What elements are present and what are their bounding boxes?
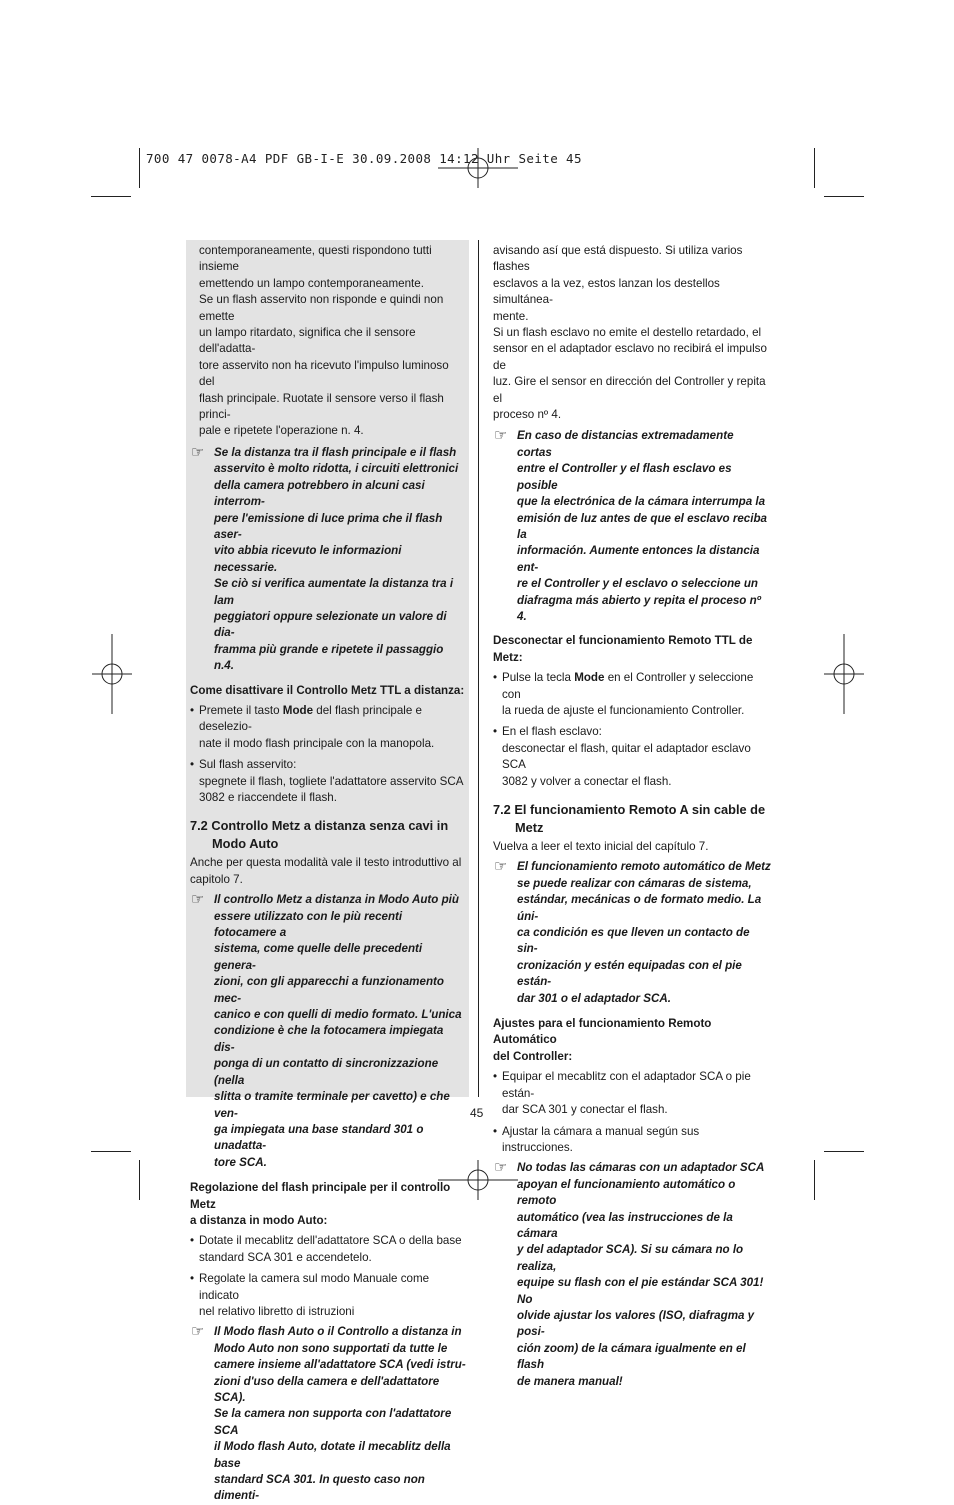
paragraph xyxy=(190,855,466,888)
bullet-item xyxy=(493,670,771,719)
text-line: Equipar el mecablitz con el adaptador SCA o pie están- xyxy=(502,1070,751,1100)
note-line: No todas las cámaras con un adaptador SCA xyxy=(517,1161,765,1175)
text-run: Pulse la tecla xyxy=(502,671,575,685)
text-run: del flash principale e deselezio- xyxy=(199,703,422,734)
text-line: Si un flash esclavo no emite el destello retardado, el xyxy=(493,326,762,340)
text-run: en el Controller y seleccione con xyxy=(502,671,754,701)
note-line: zioni d'uso della camera e dell'adattatore SCA). xyxy=(214,1374,440,1404)
heading-line: Metz xyxy=(515,820,544,835)
note-line: Se la distanza tra il flash principale e il flash xyxy=(214,445,457,459)
subheading: Come disattivare il Controllo Metz TTL a distanza: xyxy=(190,683,465,697)
text-line: tore asservito non ha ricevuto l'impulso luminoso del xyxy=(199,358,449,389)
note-line: ponga di un contatto di sincronizzazione (nella xyxy=(214,1057,439,1087)
registration-mark-right xyxy=(824,634,864,714)
text-line: del Controller: xyxy=(493,1049,573,1063)
note-line: asservito è molto ridotta, i circuiti elettronici xyxy=(214,462,459,476)
crop-mark xyxy=(814,1160,815,1200)
note-line: sistema, come quelle delle precedenti genera- xyxy=(214,942,423,972)
text-line: Se un flash asservito non risponde e quindi non emette xyxy=(199,293,444,323)
section-heading xyxy=(190,817,466,853)
note-line: ca condición es que lleven un contacto de sin- xyxy=(517,926,750,956)
text-line: contemporaneamente, questi rispondono tutti insieme xyxy=(199,244,432,274)
mode-key-label: Mode xyxy=(574,671,605,685)
text-line: un lampo ritardato, significa che il sensore dell'adatta- xyxy=(199,326,416,356)
intro-paragraph xyxy=(493,243,771,423)
text-line: Dotate il mecablitz dell'adattatore SCA o della base xyxy=(199,1234,462,1248)
bullet-item xyxy=(190,1271,466,1320)
subheading xyxy=(190,1180,466,1229)
bullet-icon: • xyxy=(493,1070,498,1084)
pointing-hand-icon: ☞ xyxy=(494,1159,508,1177)
note-line: pere l'emissione di luce prima che il flash aser- xyxy=(214,511,443,541)
page-number: 45 xyxy=(470,1106,484,1120)
note-line: slitta o tramite terminale per cavetto) e che ven- xyxy=(214,1090,450,1120)
heading-line: Modo Auto xyxy=(212,836,279,852)
note-line: automático (vea las instrucciones de la cámara xyxy=(517,1210,733,1240)
text-line xyxy=(199,703,466,736)
text-line: avisando así que está dispuesto. Si utiliza varios flashes xyxy=(493,244,743,274)
crop-mark xyxy=(91,196,131,197)
note-block xyxy=(493,428,771,625)
note-line: Il controllo Metz a distanza in Modo Auto più xyxy=(214,893,459,907)
note-line: il Modo flash Auto, dotate il mecablitz della base xyxy=(214,1440,451,1470)
note-line: framma più grande e ripetete il passaggio n.4. xyxy=(214,642,444,673)
text-line: desconectar el flash, quitar el adaptador esclavo SCA xyxy=(502,741,751,772)
note-line: se puede realizar con cámaras de sistema, xyxy=(517,876,752,890)
section-heading xyxy=(493,801,771,837)
text-line: pale e ripetete l'operazione n. 4. xyxy=(199,424,364,438)
bullet-icon: • xyxy=(190,703,195,717)
note-line: apoyan el funcionamiento automático o remoto xyxy=(517,1177,736,1208)
note-line: Se la camera non supporta con l'adattatore SCA xyxy=(214,1407,452,1437)
note-block xyxy=(493,859,771,1007)
subheading xyxy=(493,1016,771,1065)
print-header: 700 47 0078-A4 PDF GB-I-E 30.09.2008 14:12 Uhr Seite 45 xyxy=(146,151,582,166)
column-divider xyxy=(478,240,479,1097)
text-line: a distanza in modo Auto: xyxy=(190,1213,328,1227)
text-line: En el flash esclavo: xyxy=(502,725,602,739)
section-number: 7.2 xyxy=(190,818,208,834)
text-line xyxy=(502,670,771,703)
note-line: camere insieme all'adattatore SCA (vedi istru- xyxy=(214,1358,466,1372)
bullet-item xyxy=(493,724,771,790)
pointing-hand-icon: ☞ xyxy=(191,891,205,909)
paragraph: Vuelva a leer el texto inicial del capítulo 7. xyxy=(493,840,709,853)
text-line: 3082 y volver a conectar el flash. xyxy=(502,774,672,788)
right-column xyxy=(493,243,771,1390)
crop-mark xyxy=(824,196,864,197)
left-column xyxy=(190,243,466,1505)
note-line: canico e con quelli di medio formato. L'unica xyxy=(214,1008,462,1022)
note-line: cronización y estén equipadas con el pie están- xyxy=(517,958,742,989)
text-line: Sul flash asservito: xyxy=(199,758,297,772)
heading-line xyxy=(493,801,771,819)
crop-mark xyxy=(814,148,815,188)
crop-mark xyxy=(139,148,140,188)
note-line: della camera potrebbero in alcuni casi interrom- xyxy=(214,478,425,509)
text-line: emettendo un lampo contemporaneamente. xyxy=(199,276,424,290)
note-line: información. Aumente entonces la distancia ent- xyxy=(517,544,760,574)
note-block xyxy=(190,1324,466,1504)
note-line: y del adaptador SCA). Si su cámara no lo realiza, xyxy=(517,1243,744,1273)
bullet-item xyxy=(493,1069,771,1118)
mode-key-label: Mode xyxy=(282,703,314,717)
bullet-item xyxy=(190,1233,466,1266)
text-line: Anche per questa modalità vale il testo introduttivo al xyxy=(190,856,462,870)
note-line: standard SCA 301. In questo caso non dimenti- xyxy=(214,1473,425,1503)
note-line: Modo Auto non sono supportati da tutte le xyxy=(214,1341,448,1355)
bullet-icon: • xyxy=(493,725,498,739)
note-line: zioni, con gli apparecchi a funzionamento mec- xyxy=(214,975,444,1005)
note-line: Il Modo flash Auto o il Controllo a distanza in xyxy=(214,1325,462,1339)
note-block xyxy=(493,1160,771,1390)
note-line: El funcionamiento remoto automático de Metz xyxy=(517,860,771,874)
note-line: peggiatori oppure selezionate un valore di dia- xyxy=(214,609,447,640)
bullet-icon: • xyxy=(190,1272,195,1286)
text-line: proceso nº 4. xyxy=(493,408,562,422)
pointing-hand-icon: ☞ xyxy=(191,443,205,461)
crop-mark xyxy=(824,1151,864,1152)
text-line: la rueda de ajuste el funcionamiento Controller. xyxy=(502,703,745,717)
note-block xyxy=(190,445,466,675)
note-line: de manera manual! xyxy=(517,1374,623,1388)
note-line: ga impiegata una base standard 301 o unadatta- xyxy=(214,1122,424,1153)
note-line: dar 301 o el adaptador SCA. xyxy=(517,991,671,1005)
text-line: Regolate la camera sul modo Manuale come indicato xyxy=(199,1272,430,1302)
text-line: nate il modo flash principale con la manopola. xyxy=(199,736,435,750)
bullet-item xyxy=(493,1124,771,1157)
section-number: 7.2 xyxy=(493,802,511,817)
bullet-icon: • xyxy=(493,1124,498,1138)
note-line: diafragma más abierto y repita el proceso nº 4. xyxy=(517,593,761,623)
pointing-hand-icon: ☞ xyxy=(191,1323,205,1341)
text-line: 3082 e riaccendete il flash. xyxy=(199,791,337,804)
crop-mark xyxy=(139,1160,140,1200)
note-line: re el Controller y el esclavo o seleccione un xyxy=(517,577,758,591)
text-line: Regolazione del flash principale per il controllo Metz xyxy=(190,1181,451,1211)
text-line: sensor en el adaptador esclavo no recibirá el impulso de xyxy=(493,342,767,372)
note-line: que la electrónica de la cámara interrumpa la xyxy=(517,495,766,509)
heading-line xyxy=(190,817,466,835)
text-line: standard SCA 301 e accendetelo. xyxy=(199,1250,372,1264)
note-line: entre el Controller y el flash esclavo es posible xyxy=(517,462,732,492)
text-line: nel relativo libretto di istruzioni xyxy=(199,1304,355,1318)
text-line: Ajustes para el funcionamiento Remoto Automático xyxy=(493,1017,712,1047)
intro-paragraph xyxy=(190,243,466,440)
text-line: mente. xyxy=(493,309,529,323)
text-line: Ajustar la cámara a manual según sus instrucciones. xyxy=(502,1124,700,1154)
note-line: estándar, mecánicas o de formato medio. La úni- xyxy=(517,893,762,923)
note-line: condizione è che la fotocamera impiegata dis- xyxy=(214,1024,444,1054)
note-line: essere utilizzato con le più recenti fotocamere a xyxy=(214,909,403,940)
heading-text: Controllo Metz a distanza senza cavi in xyxy=(211,818,449,834)
note-line: olvide ajustar los valores (ISO, diafragma y posi- xyxy=(517,1308,755,1339)
bullet-icon: • xyxy=(493,671,498,685)
heading-text: El funcionamiento Remoto A sin cable de xyxy=(514,802,766,817)
text-line: dar SCA 301 y conectar el flash. xyxy=(502,1103,668,1117)
bullet-icon: • xyxy=(190,758,195,772)
note-line: ción zoom) de la cámara igualmente en el flash xyxy=(517,1341,746,1372)
text-run: Premete il tasto xyxy=(199,703,283,717)
note-block xyxy=(190,892,466,1171)
note-line: tore SCA. xyxy=(214,1155,267,1169)
registration-mark-left xyxy=(92,634,132,714)
note-line: En caso de distancias extremadamente cortas xyxy=(517,429,734,459)
text-line: capitolo 7. xyxy=(190,872,243,886)
crop-mark xyxy=(91,1151,131,1152)
note-line: vito abbia ricevuto le informazioni necessarie. xyxy=(214,544,402,574)
text-line: spegnete il flash, togliete l'adattatore asservito SCA xyxy=(199,774,464,788)
note-line: emisión de luz antes de que el esclavo reciba la xyxy=(517,511,768,541)
bullet-item xyxy=(190,703,466,752)
bullet-item xyxy=(190,757,466,806)
note-line: Se ciò si verifica aumentate la distanza tra i lam xyxy=(214,577,454,607)
subheading: Desconectar el funcionamiento Remoto TTL de Metz: xyxy=(493,634,753,664)
pointing-hand-icon: ☞ xyxy=(494,858,508,876)
bullet-icon: • xyxy=(190,1234,195,1248)
text-line: luz. Gire el sensor en dirección del Controller y repita el xyxy=(493,375,766,405)
text-line: flash principale. Ruotate il sensore verso il flash princi- xyxy=(199,391,444,422)
text-line: esclavos a la vez, estos lanzan los destellos simultánea- xyxy=(493,276,720,307)
pointing-hand-icon: ☞ xyxy=(494,427,508,445)
note-line: equipe su flash con el pie estándar SCA 301! No xyxy=(517,1276,764,1306)
